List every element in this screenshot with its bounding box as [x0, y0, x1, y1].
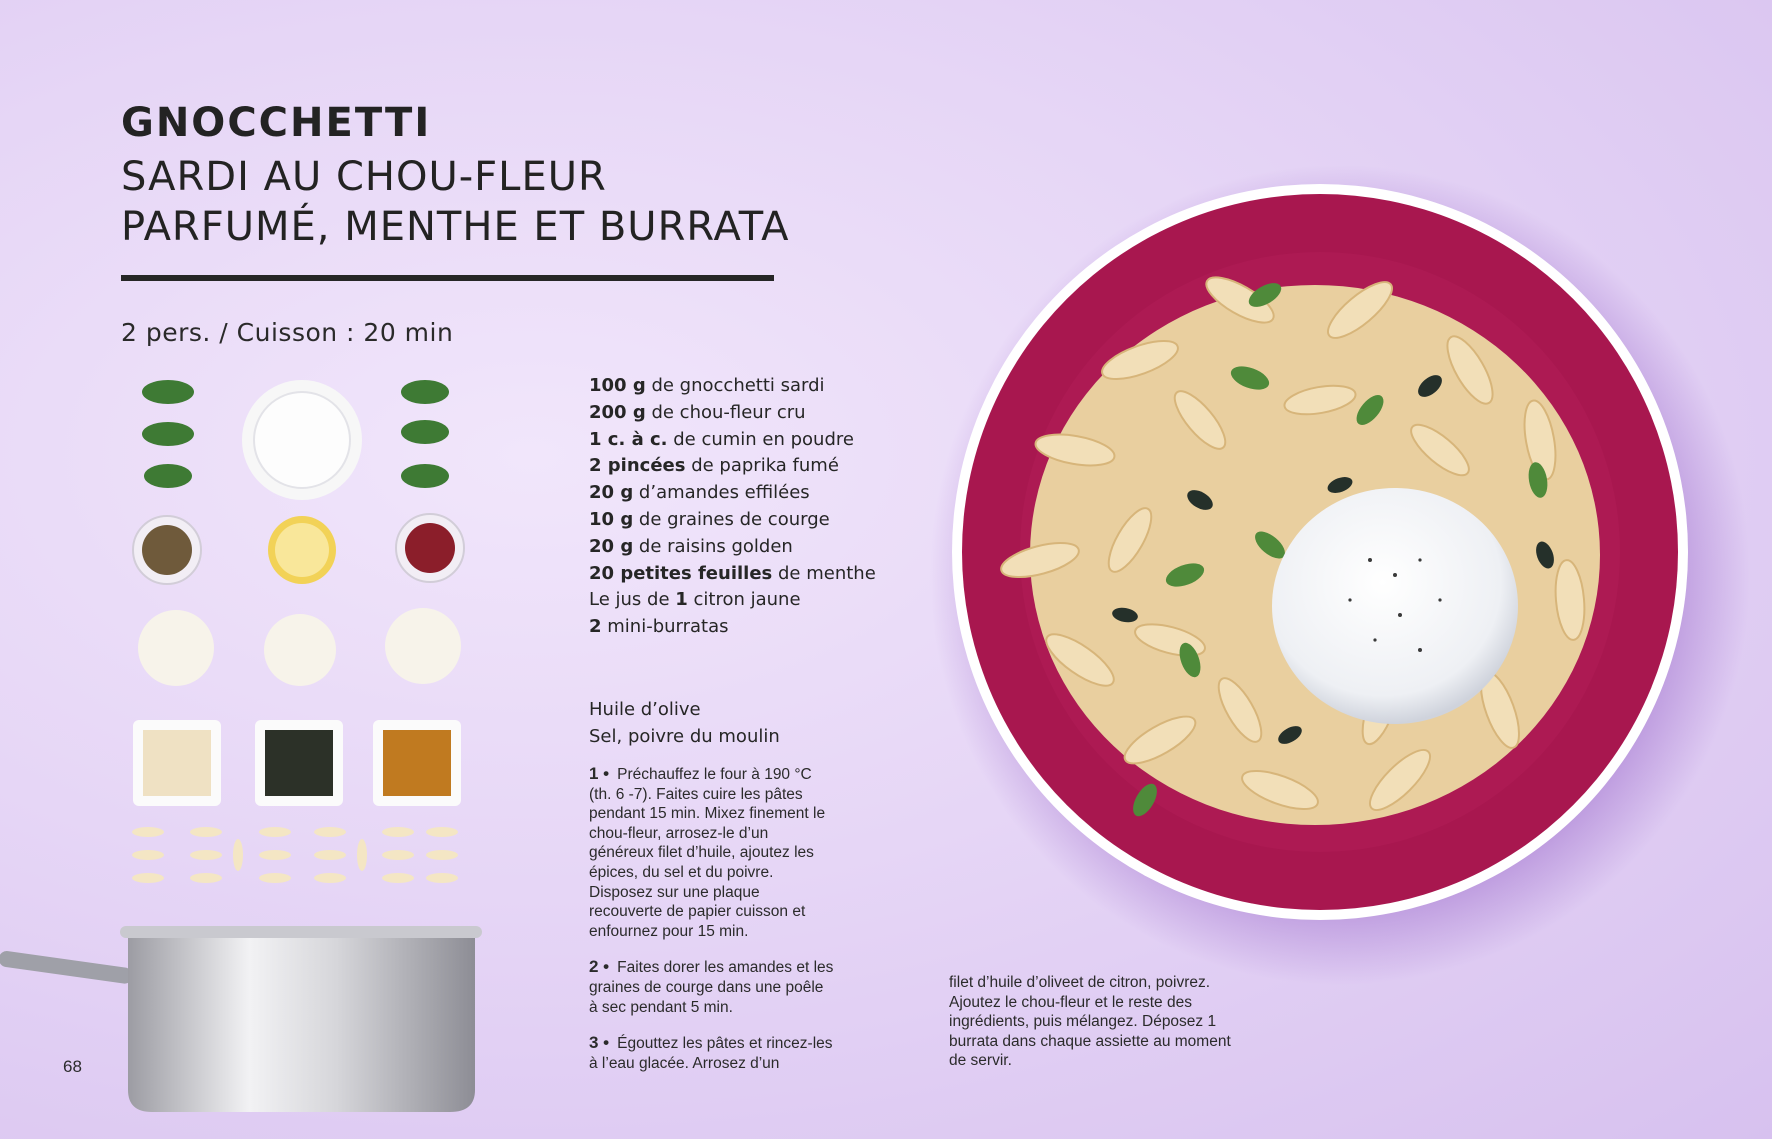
raisins-dish: [373, 720, 461, 806]
ingredients-list: [589, 373, 876, 641]
step-continuation: filet d’huile d’oliveet de citron, poivrez. Ajoutez le chou-fleur et le reste des ingrédients, puis mélangez. Déposez 1 burrata dans chaque assiette au moment de servir.: [949, 974, 1231, 1070]
ingredient-item: 2 mini-burratas: [589, 616, 729, 638]
recipe-steps: [589, 764, 834, 1089]
step-number: 2 •: [589, 957, 610, 977]
title-divider: [121, 275, 774, 281]
saucepan: [0, 926, 482, 1112]
cauliflower-florets: [138, 608, 461, 686]
gnocchetti-raw: [132, 827, 458, 883]
ingredient-item: 20 petites feuilles de menthe: [589, 562, 876, 584]
ingredient-item: 2 pincées de paprika fumé: [589, 455, 839, 477]
yogurt-bowl: [242, 380, 362, 500]
pumpkin-seeds-dish: [255, 720, 343, 806]
pantry-item: Huile d’olive: [589, 699, 701, 720]
recipe-subtitle: [121, 152, 789, 252]
pantry-items: [589, 696, 780, 750]
step-text: Égouttez les pâtes et rincez-les à l’eau glacée. Arrosez d’un: [589, 1035, 833, 1072]
recipe-step: [589, 957, 834, 1017]
ingredient-item: 20 g de raisins golden: [589, 535, 793, 557]
ingredient-item: 200 g de chou-fleur cru: [589, 401, 806, 423]
lemon-half: [268, 516, 336, 584]
step-number: 3 •: [589, 1033, 610, 1053]
ingredient-item: 20 g d’amandes effilées: [589, 482, 810, 504]
ingredient-item: 100 g de gnocchetti sardi: [589, 375, 825, 396]
recipe-title: GNOCCHETTI: [121, 100, 432, 146]
step-text: Préchauffez le four à 190 °C (th. 6 -7). Faites cuire les pâtes pendant 15 min. Mixez finement le chou-fleur, arrosez-le d’un généreux filet d’huile, ajoutez les épices, du sel et du poivre. Disposez sur une plaque recouverte de papier cuisson et enfournez pour 15 min.: [589, 766, 826, 940]
ingredient-item: 10 g de graines de courge: [589, 508, 830, 530]
pantry-item: Sel, poivre du moulin: [589, 726, 780, 747]
paprika-bowl: [396, 514, 464, 582]
burrata: [1272, 488, 1518, 724]
ingredient-item: Le jus de 1 citron jaune: [589, 589, 801, 611]
cumin-bowl: [133, 516, 201, 584]
step-text: Faites dorer les amandes et les graines de courge dans une poêle à sec pendant 5 min.: [589, 959, 834, 1016]
almond-dish: [133, 720, 221, 806]
ingredients-photo: [0, 380, 482, 1112]
recipe-step: [589, 764, 834, 941]
ingredient-item: 1 c. à c. de cumin en poudre: [589, 428, 854, 450]
servings-cooking-time: 2 pers. / Cuisson : 20 min: [121, 318, 454, 347]
recipe-subtitle-line: SARDI AU CHOU-FLEUR: [121, 154, 607, 200]
recipe-subtitle-line: PARFUMÉ, MENTHE ET BURRATA: [121, 204, 790, 250]
recipe-step: [589, 1033, 834, 1073]
step-number: 1 •: [589, 764, 610, 783]
page-number: 68: [63, 1057, 82, 1076]
